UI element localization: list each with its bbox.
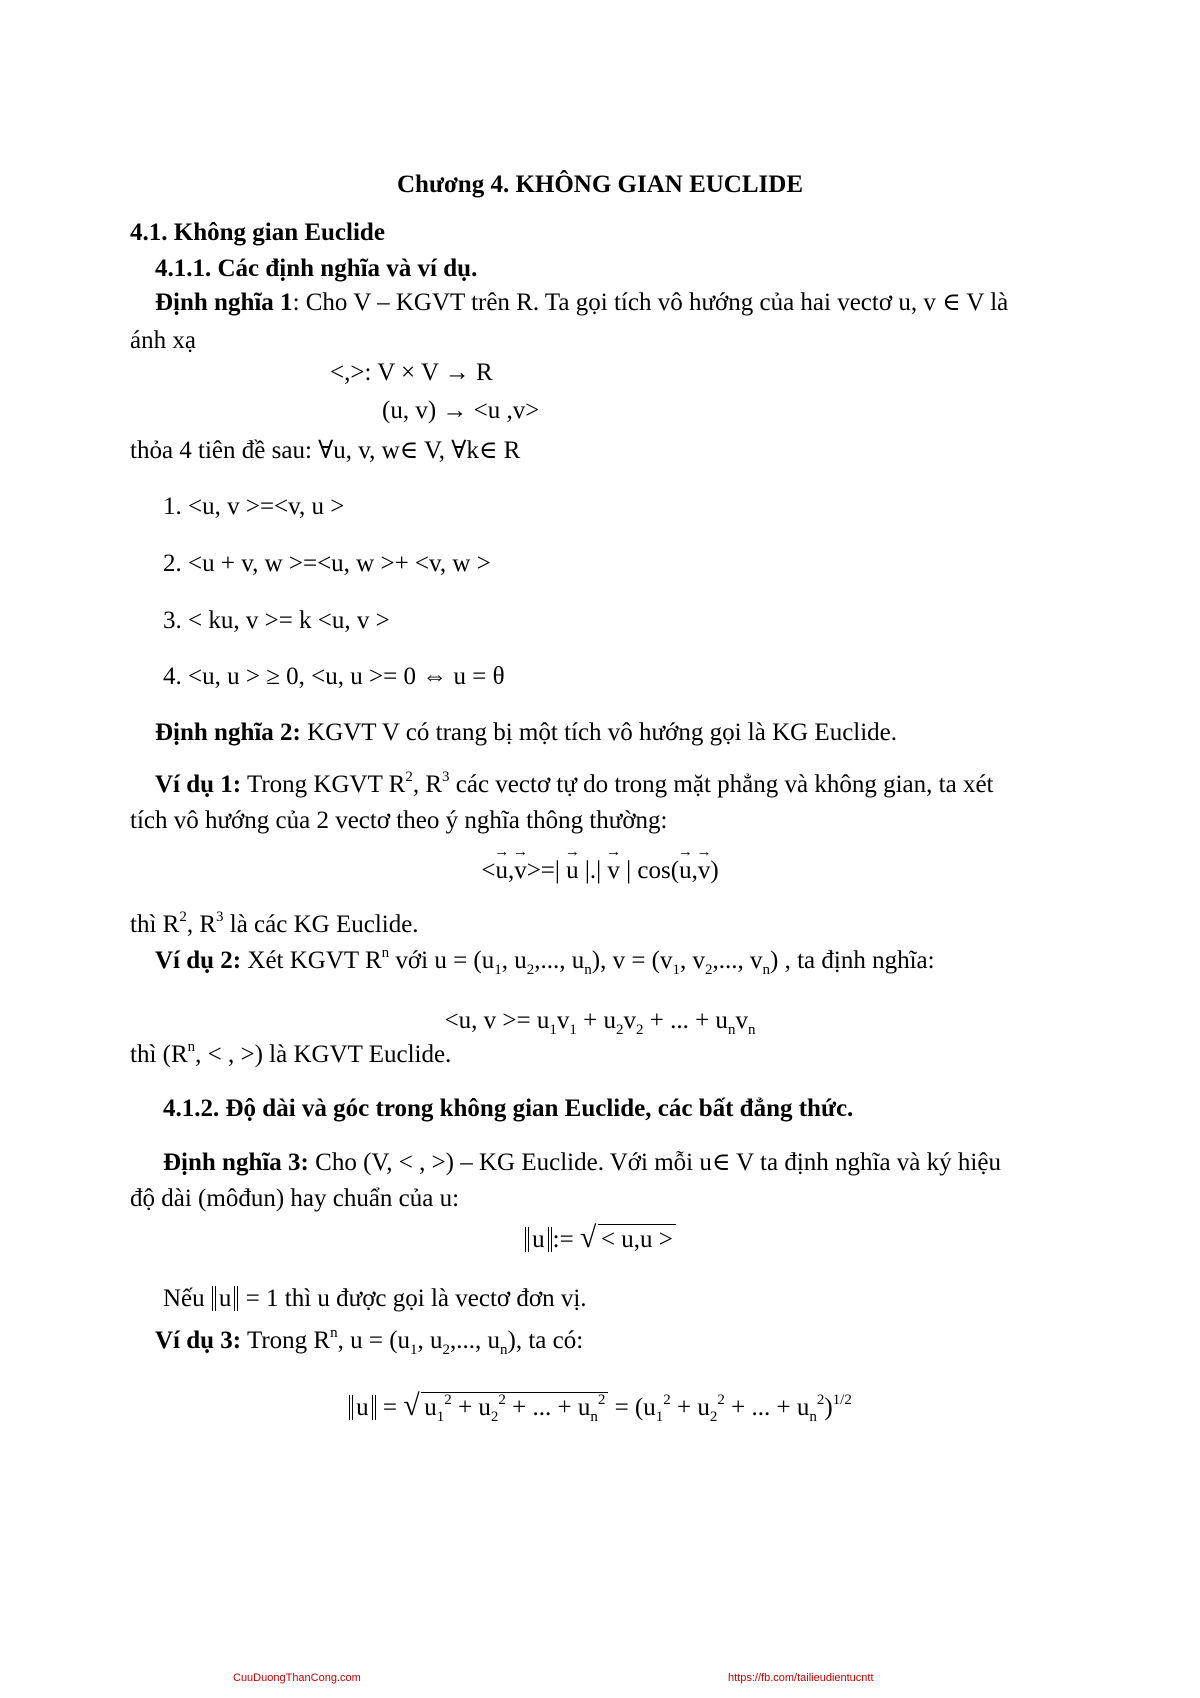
example-2-text-b: với u = (u	[389, 947, 495, 974]
example-3: Ví dụ 3: Trong $R^n$, $u = (u_1$, $u_2$,..., $u_n$), ta có:	[155, 1325, 584, 1358]
axiom-2: 2. <u + v, w >=<u, w >+ <v, w >	[163, 550, 491, 577]
footer-left-watermark: CuuDuongThanCong.com	[233, 1672, 361, 1684]
example-1-text-c: các vectơ tự do trong mặt phẳng và không gian, ta xét	[449, 771, 994, 798]
square-root	[580, 1224, 676, 1255]
dot-product-formula: <u →,v →>=| u → |.| v → | cos(u →,v →)	[0, 856, 1200, 886]
example-2-conclusion-b: , < , >) là KGVT Euclide.	[195, 1041, 452, 1068]
superscript-2: 2	[179, 909, 187, 925]
mapping-line-2: (u, v) → <u ,v>	[382, 397, 540, 424]
example-2-conclusion	[130, 1040, 451, 1070]
definition-2	[155, 718, 897, 748]
example-2-label: Ví dụ 2:	[155, 947, 242, 974]
superscript-n: n	[187, 1039, 196, 1055]
section-heading-4-1-2: 4.1.2. Độ dài và góc trong không gian Euclide, các bất đẳng thức.	[163, 1095, 854, 1122]
definition-1	[155, 288, 1008, 318]
example-1	[155, 770, 994, 800]
axiom-4: 4. <u, u > ≥ 0, <u, u >= 0 ⇔ u = θ	[163, 663, 505, 690]
superscript-n: n	[330, 1325, 338, 1341]
definition-3-label: Định nghĩa 3:	[163, 1149, 309, 1176]
vector-v: v →	[514, 856, 527, 886]
example-3-label: Ví dụ 3:	[155, 1327, 242, 1354]
conclusion-text-b: , R	[186, 911, 217, 938]
superscript-3: 3	[442, 769, 450, 785]
vector-v: v →	[698, 856, 711, 886]
square-root: √ $u_1^2 + u_2^2$ + ... + $u_n^2$	[403, 1392, 608, 1423]
sqrt-content: < u,u >	[598, 1224, 676, 1255]
definition-1-label: Định nghĩa 1	[155, 289, 293, 316]
conclusion-text-a: thì R	[130, 911, 180, 938]
definition-2-text: KGVT V có trang bị một tích vô hướng gọi là KG Euclide.	[300, 719, 898, 746]
example-2-text-c: , ta định nghĩa:	[778, 947, 935, 974]
example-1-text-a: Trong KGVT R	[241, 771, 406, 798]
axioms-intro: thỏa 4 tiên đề sau: ∀u, v, w∈ V, ∀k∈ R	[130, 437, 521, 464]
norm-bars: u	[349, 1395, 376, 1420]
conclusion-text-c: là các KG Euclide.	[223, 911, 419, 938]
vector-u: u →	[566, 856, 579, 886]
axiom-1: 1. <u, v >=<v, u >	[163, 493, 345, 520]
definition-1-continued: ánh xạ	[130, 327, 196, 354]
superscript-3: 3	[216, 909, 224, 925]
norm-bars: u	[525, 1227, 552, 1252]
unit-text-b: = 1 thì u được gọi là vectơ đơn vị.	[239, 1285, 587, 1312]
footer-right-link[interactable]: https://fb.com/tailieudientucntt	[728, 1672, 874, 1684]
example-3-text-b: , u = (u	[337, 1327, 411, 1354]
norm-definition-formula: u := √ < u,u >	[0, 1224, 1200, 1255]
example-2-text-a: Xét KGVT R	[241, 947, 382, 974]
example-1-continued: tích vô hướng của 2 vectơ theo ý nghĩa thông thường:	[130, 807, 668, 834]
chapter-title: Chương 4. KHÔNG GIAN EUCLIDE	[397, 171, 803, 198]
definition-3-text: Cho (V, < , >) – KG Euclide. Với mỗi u∈ V ta định nghĩa và ký hiệu	[308, 1149, 1001, 1176]
definition-2-label: Định nghĩa 2:	[155, 719, 301, 746]
example-2: Ví dụ 2: Xét KGVT $R^n$ với $u = (u_1$, $u_2$,..., $u_n$), $v = (v_1$, $v_2$,..., $v_n$) , ta định nghĩa:	[155, 945, 935, 978]
example-2-conclusion-a: thì (R	[130, 1041, 188, 1068]
example-1-text-b: , R	[412, 771, 443, 798]
example-1-label: Ví dụ 1:	[155, 771, 242, 798]
example-3-text-a: Trong R	[241, 1327, 331, 1354]
example-1-conclusion	[130, 910, 419, 940]
unit-vector-sentence	[163, 1284, 587, 1314]
superscript-n: n	[381, 945, 390, 961]
inner-product-formula: <u, $v >= u_1v_1 + u_2v_2$ + ... + $u_nv_n$	[444, 1007, 756, 1038]
vector-u: u →	[679, 856, 692, 886]
section-heading-4-1-1: 4.1.1. Các định nghĩa và ví dụ.	[155, 255, 478, 282]
axiom-3: 3. < ku, v >= k <u, v >	[163, 607, 390, 634]
definition-3	[163, 1148, 1001, 1178]
section-heading-4-1: 4.1. Không gian Euclide	[130, 219, 385, 246]
mapping-line-1: <,>: V × V → R	[330, 359, 493, 386]
vector-u: u →	[495, 856, 508, 886]
norm-rn-formula: u = √ $u_1^2 + u_2^2$ + ... + $u_n^2 = (u_1^2 + u_2^2$ + ... + $u_n^2)^{1/2}$	[0, 1392, 1200, 1423]
example-3-text-c: , ta có:	[515, 1327, 584, 1354]
definition-3-continued: độ dài (môđun) hay chuẩn của u:	[130, 1185, 460, 1212]
superscript-2: 2	[405, 769, 413, 785]
unit-text-a: Nếu	[163, 1285, 211, 1312]
definition-1-text: : Cho V – KGVT trên R. Ta gọi tích vô hướng của hai vectơ u, v ∈ V là	[292, 289, 1009, 316]
norm-bars: u	[212, 1286, 239, 1311]
vector-v: v →	[607, 856, 620, 886]
